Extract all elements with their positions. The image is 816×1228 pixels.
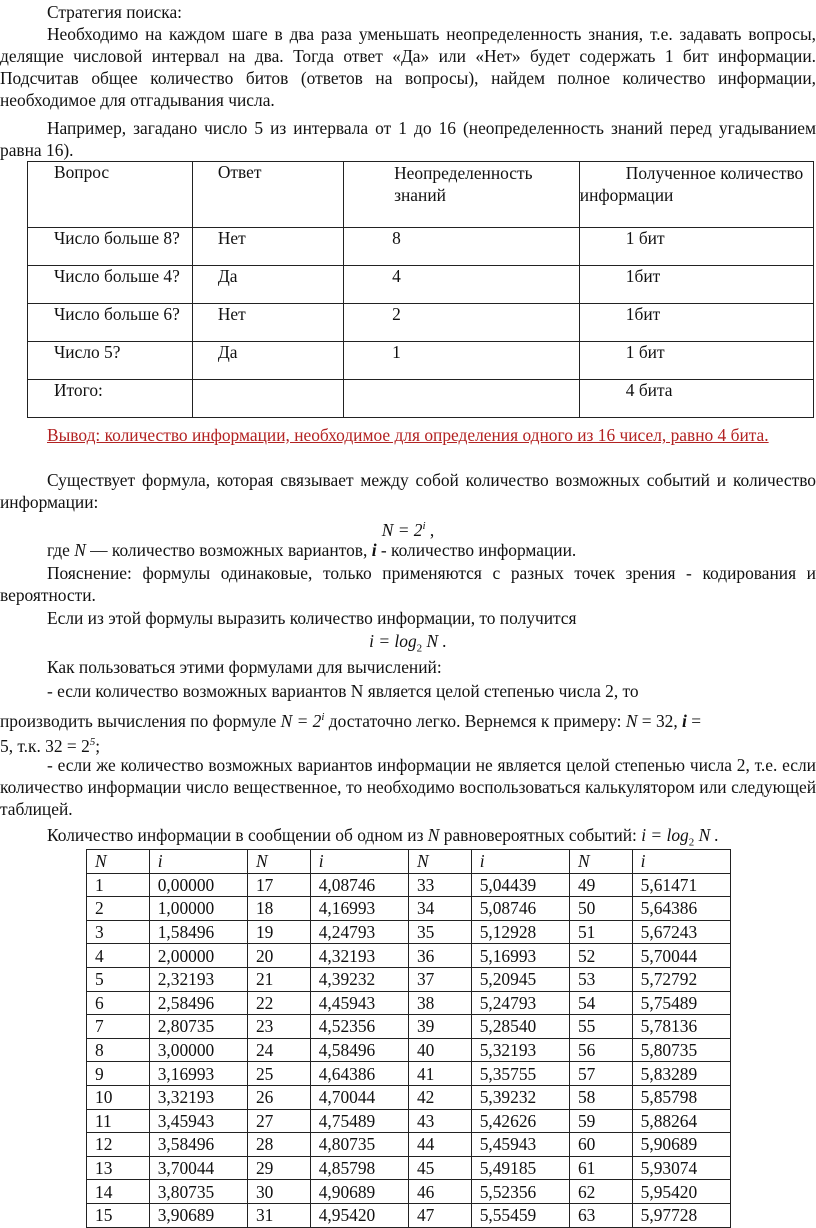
cell-n: 59: [569, 1109, 632, 1133]
paragraph-explanation: Пояснение: формулы одинаковые, только применяются с разных точек зрения - кодирования и вероятности.: [0, 563, 816, 605]
cell-i: 5,42626: [471, 1109, 569, 1133]
table-row: [87, 944, 731, 968]
cell-question: Число 5?: [28, 342, 193, 380]
cell-n: 49: [569, 873, 632, 897]
text-span: =: [686, 710, 702, 731]
cell-i: 5,16993: [471, 944, 569, 968]
cell-i: 3,32193: [149, 1085, 247, 1109]
cell-i: 5,12928: [471, 920, 569, 944]
table-row: [87, 1180, 731, 1204]
table-row: [87, 1085, 731, 1109]
cell-n: 28: [247, 1133, 310, 1157]
cell-n: 19: [247, 920, 310, 944]
cell-i: 4,75489: [310, 1109, 408, 1133]
strategy-heading: Стратегия поиска:: [47, 2, 183, 22]
table-row: [28, 304, 814, 342]
cell-i: 5,88264: [632, 1109, 730, 1133]
cell-i: 3,45943: [149, 1109, 247, 1133]
cell-i: i: [471, 850, 569, 874]
cell-i: 5,35755: [471, 1062, 569, 1086]
cell-i: 5,20945: [471, 967, 569, 991]
cell-n: 3: [87, 920, 150, 944]
paragraph-strategy: Необходимо на каждом шаге в два раза уменьшать неопределенность знания, т.е. задавать вопросы, делящие числовой интервал на два. Тогда ответ «Да» или «Нет» будет содержать 1 бит информации. Подсчитав общее количество битов (ответов на вопросы), найдем полное количество информации, необходимое для отгадывания числа.: [0, 24, 816, 110]
header-uncertainty: [344, 162, 580, 228]
cell-n: 54: [569, 991, 632, 1015]
cell-i: 4,80735: [310, 1133, 408, 1157]
formula-base: 2: [688, 836, 695, 849]
cell-i: 5,32193: [471, 1038, 569, 1062]
cell-i: 0,00000: [149, 873, 247, 897]
cell-i: 1,00000: [149, 897, 247, 921]
cell-i: 5,97728: [632, 1203, 730, 1227]
var-i: i: [371, 540, 377, 560]
cell-i: 4,45943: [310, 991, 408, 1015]
cell-n: 2: [87, 897, 150, 921]
cell-n: 10: [87, 1085, 150, 1109]
cell-n: 53: [569, 967, 632, 991]
where-suffix: - количество информации.: [376, 540, 577, 560]
cell-n: 24: [247, 1038, 310, 1062]
paragraph-integer-case-line1: - если количество возможных вариантов N является целой степенью числа 2, то: [47, 681, 639, 701]
header-answer: Ответ: [192, 162, 343, 228]
cell-i: i: [310, 850, 408, 874]
cell-answer: Да: [192, 342, 343, 380]
table-row: [87, 1203, 731, 1227]
table-row: [87, 920, 731, 944]
cell-n: 38: [408, 991, 471, 1015]
cell-uncertainty: 4: [344, 266, 580, 304]
cell-n: 41: [408, 1062, 471, 1086]
cell-i: 4,32193: [310, 944, 408, 968]
cell-n: 21: [247, 967, 310, 991]
cell-total-label: Итого:: [28, 380, 193, 418]
cell-i: 5,90689: [632, 1133, 730, 1157]
cell-n: 14: [87, 1180, 150, 1204]
cell-n: 44: [408, 1133, 471, 1157]
cell-n: N: [87, 850, 150, 874]
cell-n: 1: [87, 873, 150, 897]
cell-n: 5: [87, 967, 150, 991]
paragraph-express: Если из этой формулы выразить количество информации, то получится: [47, 608, 577, 628]
cell-n: 22: [247, 991, 310, 1015]
formula2-rhs: N .: [422, 631, 447, 651]
cell-n: 43: [408, 1109, 471, 1133]
cell-n: 34: [408, 897, 471, 921]
cell-question: Число больше 8?: [28, 228, 193, 266]
cell-n: N: [408, 850, 471, 874]
cell-i: 5,04439: [471, 873, 569, 897]
cell-n: 30: [247, 1180, 310, 1204]
cell-i: i: [149, 850, 247, 874]
cell-n: 61: [569, 1156, 632, 1180]
cell-i: 4,24793: [310, 920, 408, 944]
cell-n: 20: [247, 944, 310, 968]
cell-i: 1,58496: [149, 920, 247, 944]
exponent: 5: [89, 736, 96, 748]
table-row: [87, 1062, 731, 1086]
cell-n: 15: [87, 1203, 150, 1227]
cell-n: 33: [408, 873, 471, 897]
cell-info: 1бит: [579, 304, 813, 342]
table-row: [28, 342, 814, 380]
text-span: Количество информации в сообщении об одном из: [47, 825, 428, 845]
header-info-text: Полученное количество информации: [579, 163, 804, 205]
cell-empty: [344, 380, 580, 418]
cell-n: 6: [87, 991, 150, 1015]
cell-n: N: [247, 850, 310, 874]
table-total-row: [28, 380, 814, 418]
cell-i: 4,08746: [310, 873, 408, 897]
paragraph-integer-case-line2: [0, 706, 816, 732]
cell-i: 5,55459: [471, 1203, 569, 1227]
where-line: [0, 539, 816, 561]
formula-tail: ,: [425, 519, 435, 540]
cell-i: 5,49185: [471, 1156, 569, 1180]
table-row: [28, 266, 814, 304]
table-header-row: [28, 162, 814, 228]
cell-n: 47: [408, 1203, 471, 1227]
where-prefix: где: [47, 540, 75, 560]
cell-i: 5,70044: [632, 944, 730, 968]
cell-uncertainty: 8: [344, 228, 580, 266]
cell-n: 42: [408, 1085, 471, 1109]
cell-answer: Нет: [192, 304, 343, 342]
var-i: i: [682, 710, 687, 731]
cell-i: 5,28540: [471, 1015, 569, 1039]
cell-n: 60: [569, 1133, 632, 1157]
header-uncertainty-text: Неопределенность знаний: [394, 163, 533, 205]
cell-i: 5,83289: [632, 1062, 730, 1086]
formula-exponent: i: [422, 520, 426, 532]
cell-i: 4,39232: [310, 967, 408, 991]
cell-total-info: 4 бита: [579, 380, 813, 418]
inline-formula-exp: i: [321, 711, 325, 723]
cell-i: 3,58496: [149, 1133, 247, 1157]
paragraph-formula-intro: Существует формула, которая связывает между собой количество возможных событий и количество информации:: [0, 470, 816, 512]
cell-n: 37: [408, 967, 471, 991]
formula2-lhs: i = log: [369, 631, 417, 651]
cell-n: 52: [569, 944, 632, 968]
cell-question: Число больше 6?: [28, 304, 193, 342]
cell-i: 5,45943: [471, 1133, 569, 1157]
cell-i: 4,90689: [310, 1180, 408, 1204]
inline-formula-lhs: N = 2: [280, 710, 322, 731]
cell-i: 4,85798: [310, 1156, 408, 1180]
cell-i: 5,72792: [632, 967, 730, 991]
cell-i: 5,75489: [632, 991, 730, 1015]
cell-i: 4,16993: [310, 897, 408, 921]
cell-n: 7: [87, 1015, 150, 1039]
cell-n: 45: [408, 1156, 471, 1180]
cell-n: 40: [408, 1038, 471, 1062]
cell-i: 3,80735: [149, 1180, 247, 1204]
cell-n: 18: [247, 897, 310, 921]
log2-values-table: [86, 849, 731, 1228]
cell-n: 29: [247, 1156, 310, 1180]
cell-n: 50: [569, 897, 632, 921]
text-span: достаточно легко. Вернемся к примеру:: [324, 710, 626, 731]
paragraph-how-to: Как пользоваться этими формулами для вычислений:: [47, 657, 442, 677]
cell-i: 5,08746: [471, 897, 569, 921]
header-info: [579, 162, 813, 228]
cell-question: Число больше 4?: [28, 266, 193, 304]
cell-n: 4: [87, 944, 150, 968]
cell-i: 5,80735: [632, 1038, 730, 1062]
cell-n: 25: [247, 1062, 310, 1086]
cell-i: 5,61471: [632, 873, 730, 897]
paragraph-real-case: - если же количество возможных вариантов информации не является целой степенью числа 2, т.е. если количество информации число вещественное, то необходимо воспользоваться калькулятором или следующей таблицей.: [0, 755, 816, 819]
cell-i: 2,80735: [149, 1015, 247, 1039]
cell-i: 4,64386: [310, 1062, 408, 1086]
cell-n: 17: [247, 873, 310, 897]
text-span: 5, т.к. 32 = 2: [0, 735, 90, 756]
cell-n: 46: [408, 1180, 471, 1204]
table-header-row: [87, 850, 731, 874]
cell-n: 39: [408, 1015, 471, 1039]
cell-i: 5,85798: [632, 1085, 730, 1109]
table-row: [28, 228, 814, 266]
formula-lhs: i = log: [641, 825, 689, 845]
formula-rhs: N .: [694, 825, 719, 845]
cell-i: 5,52356: [471, 1180, 569, 1204]
cell-n: 58: [569, 1085, 632, 1109]
cell-n: 9: [87, 1062, 150, 1086]
cell-n: 55: [569, 1015, 632, 1039]
table-row: [87, 897, 731, 921]
cell-n: 62: [569, 1180, 632, 1204]
cell-i: 5,78136: [632, 1015, 730, 1039]
table-row: [87, 1038, 731, 1062]
cell-uncertainty: 2: [344, 304, 580, 342]
cell-i: 5,64386: [632, 897, 730, 921]
cell-i: 4,70044: [310, 1085, 408, 1109]
paragraph-integer-case-line3: [0, 731, 816, 757]
var-n: N: [74, 540, 86, 560]
cell-i: 3,00000: [149, 1038, 247, 1062]
cell-n: 12: [87, 1133, 150, 1157]
cell-i: 3,16993: [149, 1062, 247, 1086]
table-row: [87, 991, 731, 1015]
cell-n: 35: [408, 920, 471, 944]
cell-answer: Нет: [192, 228, 343, 266]
cell-n: 56: [569, 1038, 632, 1062]
cell-i: 2,58496: [149, 991, 247, 1015]
cell-empty: [192, 380, 343, 418]
cell-answer: Да: [192, 266, 343, 304]
table-row: [87, 967, 731, 991]
text-span: = 32,: [637, 710, 683, 731]
cell-i: 4,52356: [310, 1015, 408, 1039]
table-row: [87, 1156, 731, 1180]
var-n: N: [625, 710, 638, 731]
cell-i: 3,70044: [149, 1156, 247, 1180]
where-mid: — количество возможных вариантов,: [85, 540, 372, 560]
cell-info: 1 бит: [579, 228, 813, 266]
cell-i: 5,93074: [632, 1156, 730, 1180]
cell-uncertainty: 1: [344, 342, 580, 380]
conclusion-text: Вывод: количество информации, необходимое для определения одного из 16 чисел, равно 4 бита.: [47, 425, 769, 445]
text-span: ;: [95, 735, 101, 756]
header-question: Вопрос: [28, 162, 193, 228]
cell-n: 11: [87, 1109, 150, 1133]
cell-n: 27: [247, 1109, 310, 1133]
cell-n: 31: [247, 1203, 310, 1227]
bits-question-table: [27, 161, 814, 418]
table-row: [87, 1133, 731, 1157]
cell-i: 5,24793: [471, 991, 569, 1015]
cell-i: 4,95420: [310, 1203, 408, 1227]
cell-n: 36: [408, 944, 471, 968]
cell-n: 63: [569, 1203, 632, 1227]
formula-n-equals-2-pow-i: [0, 515, 816, 541]
cell-i: i: [632, 850, 730, 874]
text-span: производить вычисления по формуле: [0, 710, 281, 731]
paragraph-example: Например, загадано число 5 из интервала от 1 до 16 (неопределенность знаний перед угадыванием равна 16).: [0, 118, 816, 160]
cell-n: 26: [247, 1085, 310, 1109]
cell-n: 51: [569, 920, 632, 944]
cell-i: 5,95420: [632, 1180, 730, 1204]
cell-n: 57: [569, 1062, 632, 1086]
text-span: равновероятных событий:: [439, 825, 642, 845]
formula-lhs: N = 2: [381, 519, 423, 540]
cell-n: 13: [87, 1156, 150, 1180]
table-row: [87, 1015, 731, 1039]
cell-i: 5,67243: [632, 920, 730, 944]
cell-i: 4,58496: [310, 1038, 408, 1062]
cell-i: 3,90689: [149, 1203, 247, 1227]
table-row: [87, 873, 731, 897]
cell-n: 23: [247, 1015, 310, 1039]
table-row: [87, 1109, 731, 1133]
cell-i: 2,00000: [149, 944, 247, 968]
cell-i: 5,39232: [471, 1085, 569, 1109]
var-n: N: [427, 825, 440, 845]
cell-n: 8: [87, 1038, 150, 1062]
cell-n: N: [569, 850, 632, 874]
cell-info: 1бит: [579, 266, 813, 304]
cell-i: 2,32193: [149, 967, 247, 991]
cell-info: 1 бит: [579, 342, 813, 380]
formula2-base: 2: [416, 642, 423, 655]
